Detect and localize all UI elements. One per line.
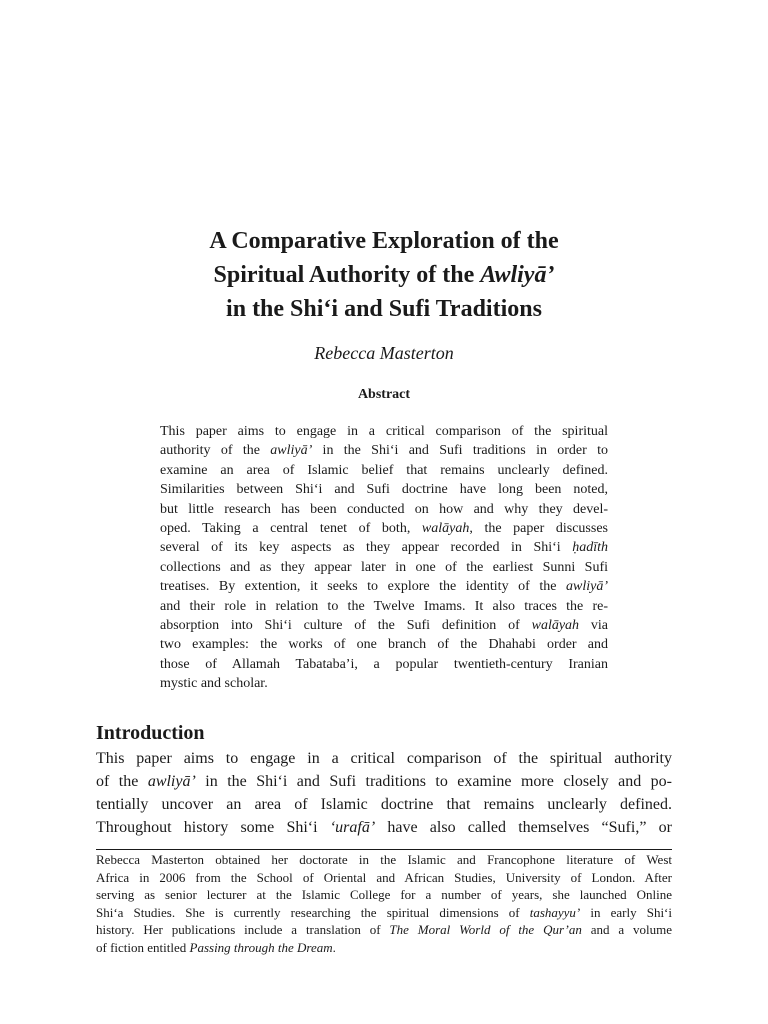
footnote-text: serving as senior lecturer at the Islamic College for a number of years, she launched Online	[96, 887, 672, 903]
abstract-line	[160, 674, 608, 693]
abstract-text: collections and as they appear later in one of the earliest Sunni Sufi	[160, 559, 608, 575]
abstract-text: authority of the	[160, 443, 271, 459]
abstract-text: oped. Taking a central tenet of both,	[160, 521, 422, 537]
introduction-heading: Introduction	[96, 722, 205, 744]
title-line-2-italic: Awliyā’	[480, 262, 555, 288]
abstract-text: in the Shi‘i and Sufi traditions in order to	[312, 443, 608, 459]
author-name: Rebecca Masterton	[314, 343, 454, 363]
footnote-text: in early Shi‘i	[580, 904, 672, 920]
footnote-line	[96, 921, 672, 939]
intro-line	[96, 770, 672, 793]
abstract-line	[160, 519, 608, 538]
abstract-text: examine an area of Islamic belief that remains unclearly defined.	[160, 462, 608, 478]
abstract-text: those of Allamah Tabataba’i, a popular twentieth-century Iranian	[160, 656, 608, 672]
abstract-text: several of its key aspects as they appear recorded in Shi‘i	[160, 540, 573, 556]
intro-text: This paper aims to engage in a critical comparison of the spiritual authority	[96, 750, 672, 767]
abstract-line	[160, 461, 608, 480]
footnote-text: and a volume	[581, 922, 672, 938]
abstract-line	[160, 655, 608, 674]
footnote-line	[96, 869, 672, 887]
author-footnote	[96, 851, 672, 957]
abstract-line	[160, 441, 608, 460]
paper-title	[96, 224, 672, 326]
footnote-text: Shi‘a Studies. She is currently researching the spiritual dimensions of	[96, 904, 530, 920]
footnote-line	[96, 886, 672, 904]
abstract-text: two examples: the works of one branch of the Dhahabi order and	[160, 637, 608, 653]
abstract-text: , the paper discusses	[469, 521, 608, 537]
footnote-line	[96, 939, 672, 957]
abstract-text	[160, 422, 608, 694]
abstract-line	[160, 616, 608, 635]
footnote-text: Rebecca Masterton obtained her doctorate in the Islamic and Francophone literature of West	[96, 852, 672, 867]
abstract-text: Similarities between Shi‘i and Sufi doctrine have long been noted,	[160, 482, 608, 498]
abstract-heading: Abstract	[357, 387, 411, 402]
abstract-line	[160, 422, 608, 441]
footnote-italic-term: The Moral World of the Qur’an	[389, 922, 582, 938]
title-line-2	[96, 258, 672, 292]
footnote-italic-term: Passing through the Dream	[189, 939, 333, 955]
abstract-text: treatises. By extention, it seeks to explore the identity of the	[160, 579, 566, 595]
footnote-italic-term: tashayyu’	[529, 904, 581, 920]
intro-text: tentially uncover an area of Islamic doctrine that remains unclearly defined.	[96, 796, 672, 813]
intro-line	[96, 793, 672, 816]
intro-italic-term: ‘urafā’	[329, 819, 376, 836]
footnote-divider	[96, 849, 672, 850]
intro-text: Throughout history some Shi‘i	[96, 819, 330, 836]
abstract-italic-term: ḥadīth	[572, 540, 608, 556]
title-line-2-text: Spiritual Authority of the	[213, 262, 481, 288]
abstract-line	[160, 577, 608, 596]
abstract-italic-term: awliyā’	[566, 579, 608, 595]
introduction-text	[96, 747, 672, 839]
abstract-italic-term: awliyā’	[270, 443, 313, 459]
title-line-1: A Comparative Exploration of the	[209, 228, 559, 254]
abstract-text: absorption into Shi‘i culture of the Sufi definition of	[160, 618, 532, 634]
intro-text: in the Shi‘i and Sufi traditions to examine more closely and po-	[195, 773, 672, 790]
intro-line	[96, 747, 672, 770]
title-line-3: in the Shi‘i and Sufi Traditions	[226, 296, 542, 322]
footnote-line	[96, 851, 672, 869]
footnote-text: .	[332, 939, 336, 955]
abstract-italic-term: walāyah	[531, 618, 580, 634]
footnote-text: history. Her publications include a translation of	[96, 922, 390, 938]
intro-line	[96, 816, 672, 839]
footnote-text: of fiction entitled	[96, 939, 190, 955]
footnote-line	[96, 904, 672, 922]
abstract-line	[160, 558, 608, 577]
abstract-text: and their role in relation to the Twelve Imams. It also traces the re-	[160, 598, 608, 614]
abstract-line	[160, 635, 608, 654]
footnote-text: Africa in 2006 from the School of Oriental and African Studies, University of London. After	[96, 869, 672, 885]
abstract-line	[160, 480, 608, 499]
intro-text: of the	[96, 773, 148, 790]
abstract-text: This paper aims to engage in a critical comparison of the spiritual	[160, 424, 608, 439]
intro-italic-term: awliyā’	[147, 773, 196, 790]
abstract-line	[160, 538, 608, 557]
intro-text: have also called themselves “Sufi,” or	[375, 819, 672, 836]
abstract-line	[160, 500, 608, 519]
abstract-italic-term: walāyah	[421, 521, 470, 537]
abstract-text: mystic and scholar.	[160, 676, 268, 692]
abstract-text: but little research has been conducted on how and why they devel-	[160, 501, 608, 517]
abstract-text: via	[579, 618, 608, 634]
abstract-line	[160, 597, 608, 616]
